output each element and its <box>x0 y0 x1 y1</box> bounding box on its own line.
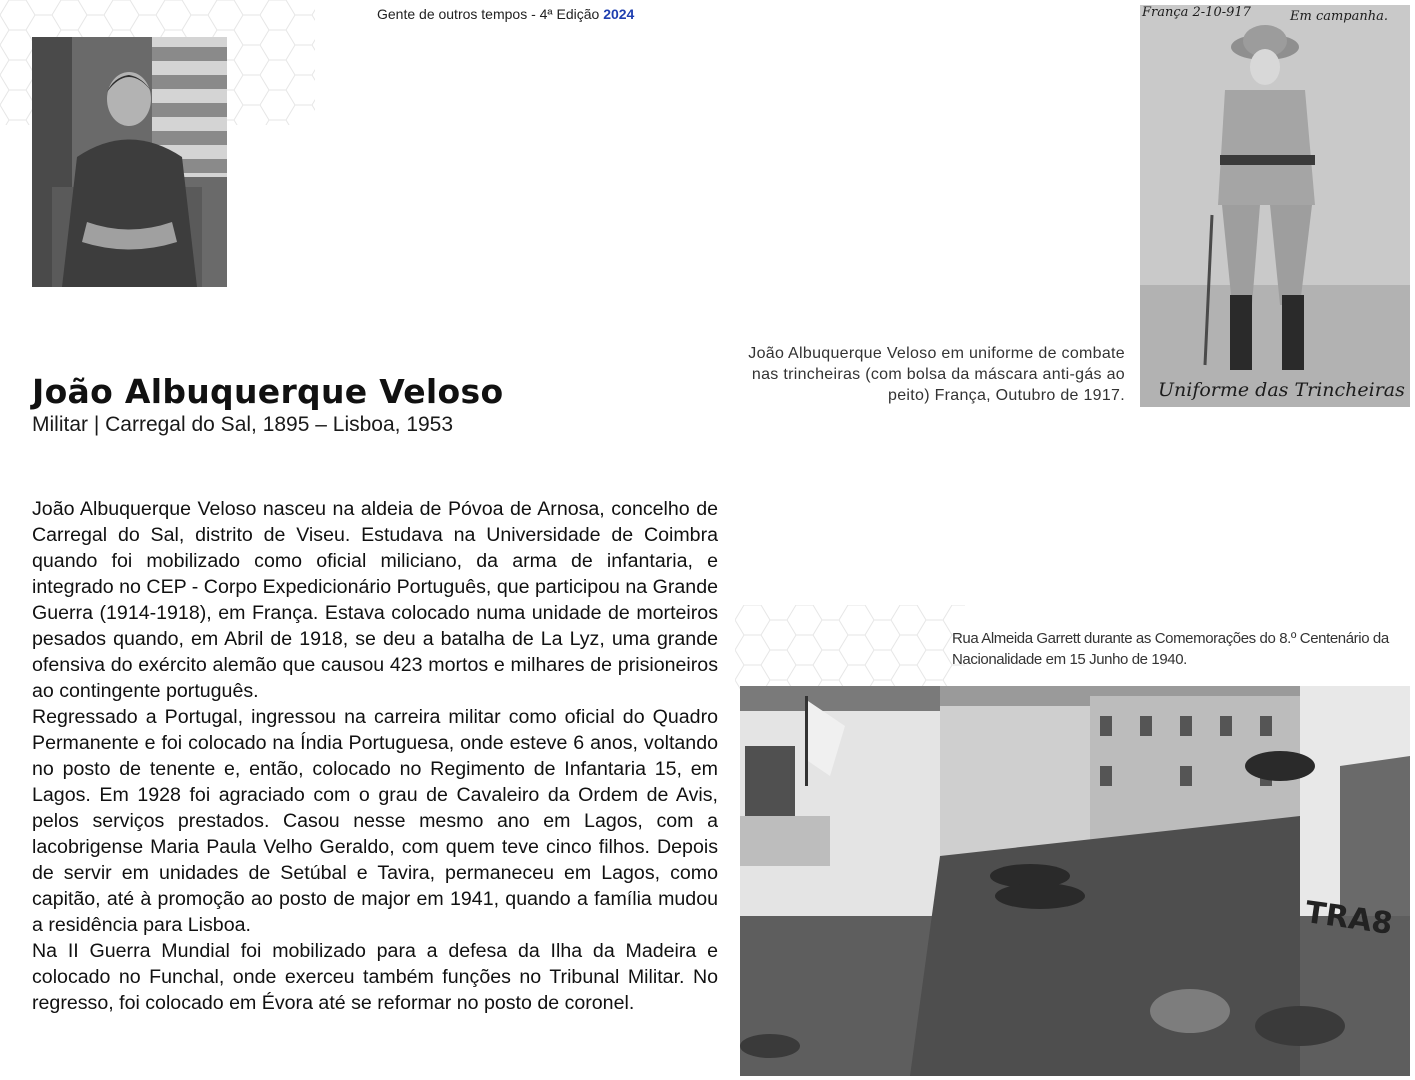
photo-inscription-uniform: Uniforme das Trincheiras <box>1158 379 1405 401</box>
photo-inscription-date: França 2-10-917 <box>1142 5 1251 20</box>
bio-paragraph: Na II Guerra Mundial foi mobilizado para a defesa da Ilha da Madeira e colocado no Funchal, onde exerceu também funções no Tribunal Militar. No regresso, foi colocado em Évora até se reformar no posto de coronel. <box>32 940 718 1014</box>
hex-pattern-middle <box>735 605 965 690</box>
photo-inscription-campaign: Em campanha. <box>1290 9 1389 24</box>
trench-photo-caption: João Albuquerque Veloso em uniforme de combate nas trincheiras (com bolsa da máscara anti-gás ao peito) França, Outubro de 1917. <box>748 345 1125 404</box>
series-header <box>377 6 634 22</box>
banner-text: TRA8 <box>1302 895 1395 942</box>
person-subtitle: Militar | Carregal do Sal, 1895 – Lisboa, 1953 <box>32 413 454 436</box>
series-title: Gente de outros tempos - 4ª Edição <box>377 6 600 22</box>
street-photo-caption: Rua Almeida Garrett durante as Comemorações do 8.º Centenário da Nacionalidade em 15 Junho de 1940. <box>952 630 1389 668</box>
person-name: João Albuquerque Veloso <box>32 372 504 411</box>
bio-paragraph: Regressado a Portugal, ingressou na carreira militar como oficial do Quadro Permanente e foi colocado na Índia Portuguesa, onde esteve 6 anos, voltando no posto de tenente e, então, colocado no Regimento de Infantaria 15, em Lagos. Em 1928 foi agraciado com o grau de Cavaleiro da Ordem de Avis, pelos serviços prestados. Casou nesse mesmo ano em Lagos, com a lacobrigense Maria Paula Velho Geraldo, com quem teve cinco filhos. Depois de servir em unidades de Setúbal e Tavira, permaneceu em Lagos, como capitão, até à promoção ao posto de major em 1941, quando a família mudou a residência para Lisboa. <box>32 706 718 936</box>
street-celebration-photo <box>740 686 1410 1076</box>
trench-uniform-photo <box>1140 5 1410 407</box>
series-year: 2024 <box>603 6 635 22</box>
bio-paragraph: João Albuquerque Veloso nasceu na aldeia de Póvoa de Arnosa, concelho de Carregal do Sal, distrito de Viseu. Estudava na Universidade de Coimbra quando foi mobilizado como oficial miliciano, da arma de infantaria, e integrado no CEP - Corpo Expedicionário Português, que participou na Grande Guerra (1914-1918), em França. Estava colocado numa unidade de morteiros pesados quando, em Abril de 1918, se deu a batalha de La Lyz, uma grande ofensiva do exército alemão que causou 423 mortos e milhares de prisioneiros ao contingente português. <box>32 498 718 702</box>
biography <box>32 496 718 1016</box>
portrait-photo <box>32 37 227 287</box>
